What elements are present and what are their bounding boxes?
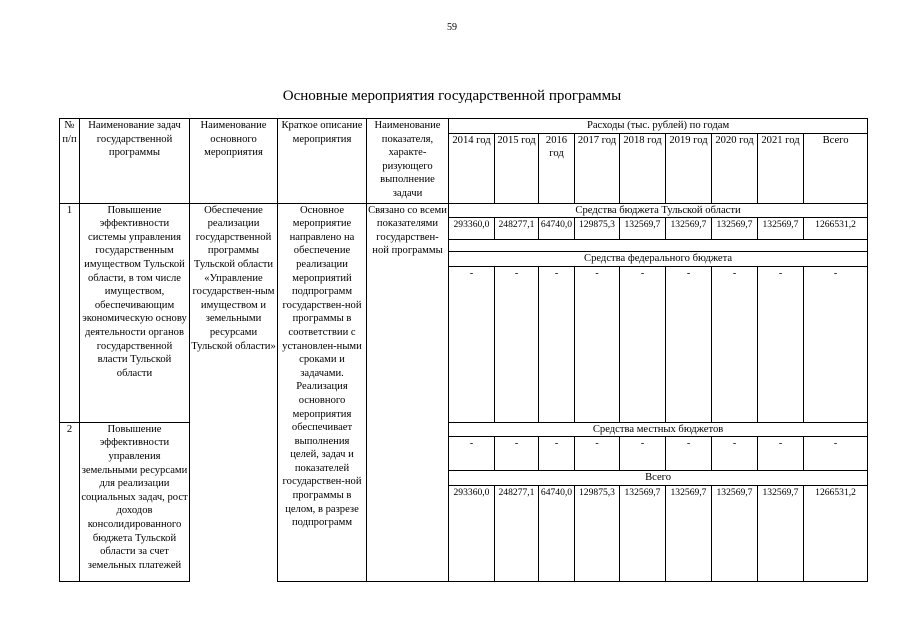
header-year-2015: 2015 год <box>495 133 539 203</box>
header-task-name: Наименование задач государственной программы <box>80 119 190 204</box>
header-year-2014: 2014 год <box>449 133 495 203</box>
regional-total: 1266531,2 <box>804 218 868 240</box>
main-event-cell: Обеспечение реализации государственной программы Тульской области «Управление государствен-ным имуществом и земельными ресурсами Тульской области» <box>190 203 278 581</box>
regional-2015: 248277,1 <box>495 218 539 240</box>
header-year-2021: 2021 год <box>758 133 804 203</box>
header-total: Всего <box>804 133 868 203</box>
page-number: 59 <box>447 22 457 33</box>
federal-2015: - <box>495 266 539 422</box>
regional-2017: 129875,3 <box>575 218 620 240</box>
federal-2019: - <box>666 266 712 422</box>
local-2017: - <box>575 437 620 471</box>
federal-2018: - <box>620 266 666 422</box>
regional-2019: 132569,7 <box>666 218 712 240</box>
total-2014: 293360,0 <box>449 485 495 581</box>
federal-2021: - <box>758 266 804 422</box>
federal-total: - <box>804 266 868 422</box>
total-2017: 129875,3 <box>575 485 620 581</box>
header-year-2018: 2018 год <box>620 133 666 203</box>
local-2021: - <box>758 437 804 471</box>
header-expenses: Расходы (тыс. рублей) по годам <box>449 119 868 134</box>
spacer <box>449 240 868 252</box>
federal-2014: - <box>449 266 495 422</box>
row-2-task: Повышение эффективности управления земельными ресурсами для реализации социальных задач, рост доходов консолидированного бюджета Тульской области за счет земельных платежей <box>80 422 190 581</box>
local-2015: - <box>495 437 539 471</box>
header-num: № п/п <box>60 119 80 204</box>
total-2018: 132569,7 <box>620 485 666 581</box>
funding-federal-label: Средства федерального бюджета <box>449 252 868 267</box>
regional-2014: 293360,0 <box>449 218 495 240</box>
local-2016: - <box>539 437 575 471</box>
header-year-2019: 2019 год <box>666 133 712 203</box>
federal-2017: - <box>575 266 620 422</box>
header-indicator: Наименование показателя, характе-ризующего выполнение задачи <box>367 119 449 204</box>
local-2018: - <box>620 437 666 471</box>
funding-total-label: Всего <box>449 471 868 486</box>
row-1-task: Повышение эффективности системы управления государственным имуществом Тульской области, в том числе имуществом, обеспечивающим экономическую основу деятельности органов государственной власти Тульской области <box>80 203 190 422</box>
regional-2016: 64740,0 <box>539 218 575 240</box>
total-2016: 64740,0 <box>539 485 575 581</box>
local-2020: - <box>712 437 758 471</box>
total-2021: 132569,7 <box>758 485 804 581</box>
total-2015: 248277,1 <box>495 485 539 581</box>
row-1-num: 1 <box>60 203 80 422</box>
header-year-2017: 2017 год <box>575 133 620 203</box>
total-2019: 132569,7 <box>666 485 712 581</box>
federal-2020: - <box>712 266 758 422</box>
local-2019: - <box>666 437 712 471</box>
indicator-cell: Связано со всеми показателями государствен-ной программы <box>367 203 449 581</box>
events-table <box>59 118 868 582</box>
federal-2016: - <box>539 266 575 422</box>
regional-2020: 132569,7 <box>712 218 758 240</box>
row-2-num: 2 <box>60 422 80 581</box>
regional-2018: 132569,7 <box>620 218 666 240</box>
funding-regional-label: Средства бюджета Тульской области <box>449 203 868 218</box>
header-year-2016: 2016 год <box>539 133 575 203</box>
local-total: - <box>804 437 868 471</box>
regional-2021: 132569,7 <box>758 218 804 240</box>
description-cell: Основное мероприятие направлено на обеспечение реализации мероприятий подпрограмм государствен-ной программы в соответствии с установлен-ными сроками и задачами. Реализация основного мероприятия обеспечивает выполнения целей, задач и показателей государствен-ной программы в целом, в разрезе подпрограмм <box>278 203 367 581</box>
header-year-2020: 2020 год <box>712 133 758 203</box>
total-2020: 132569,7 <box>712 485 758 581</box>
funding-local-label: Средства местных бюджетов <box>449 422 868 437</box>
total-total: 1266531,2 <box>804 485 868 581</box>
header-description: Краткое описание мероприятия <box>278 119 367 204</box>
local-2014: - <box>449 437 495 471</box>
header-main-event: Наименование основного мероприятия <box>190 119 278 204</box>
document-title: Основные мероприятия государственной программы <box>282 88 622 104</box>
